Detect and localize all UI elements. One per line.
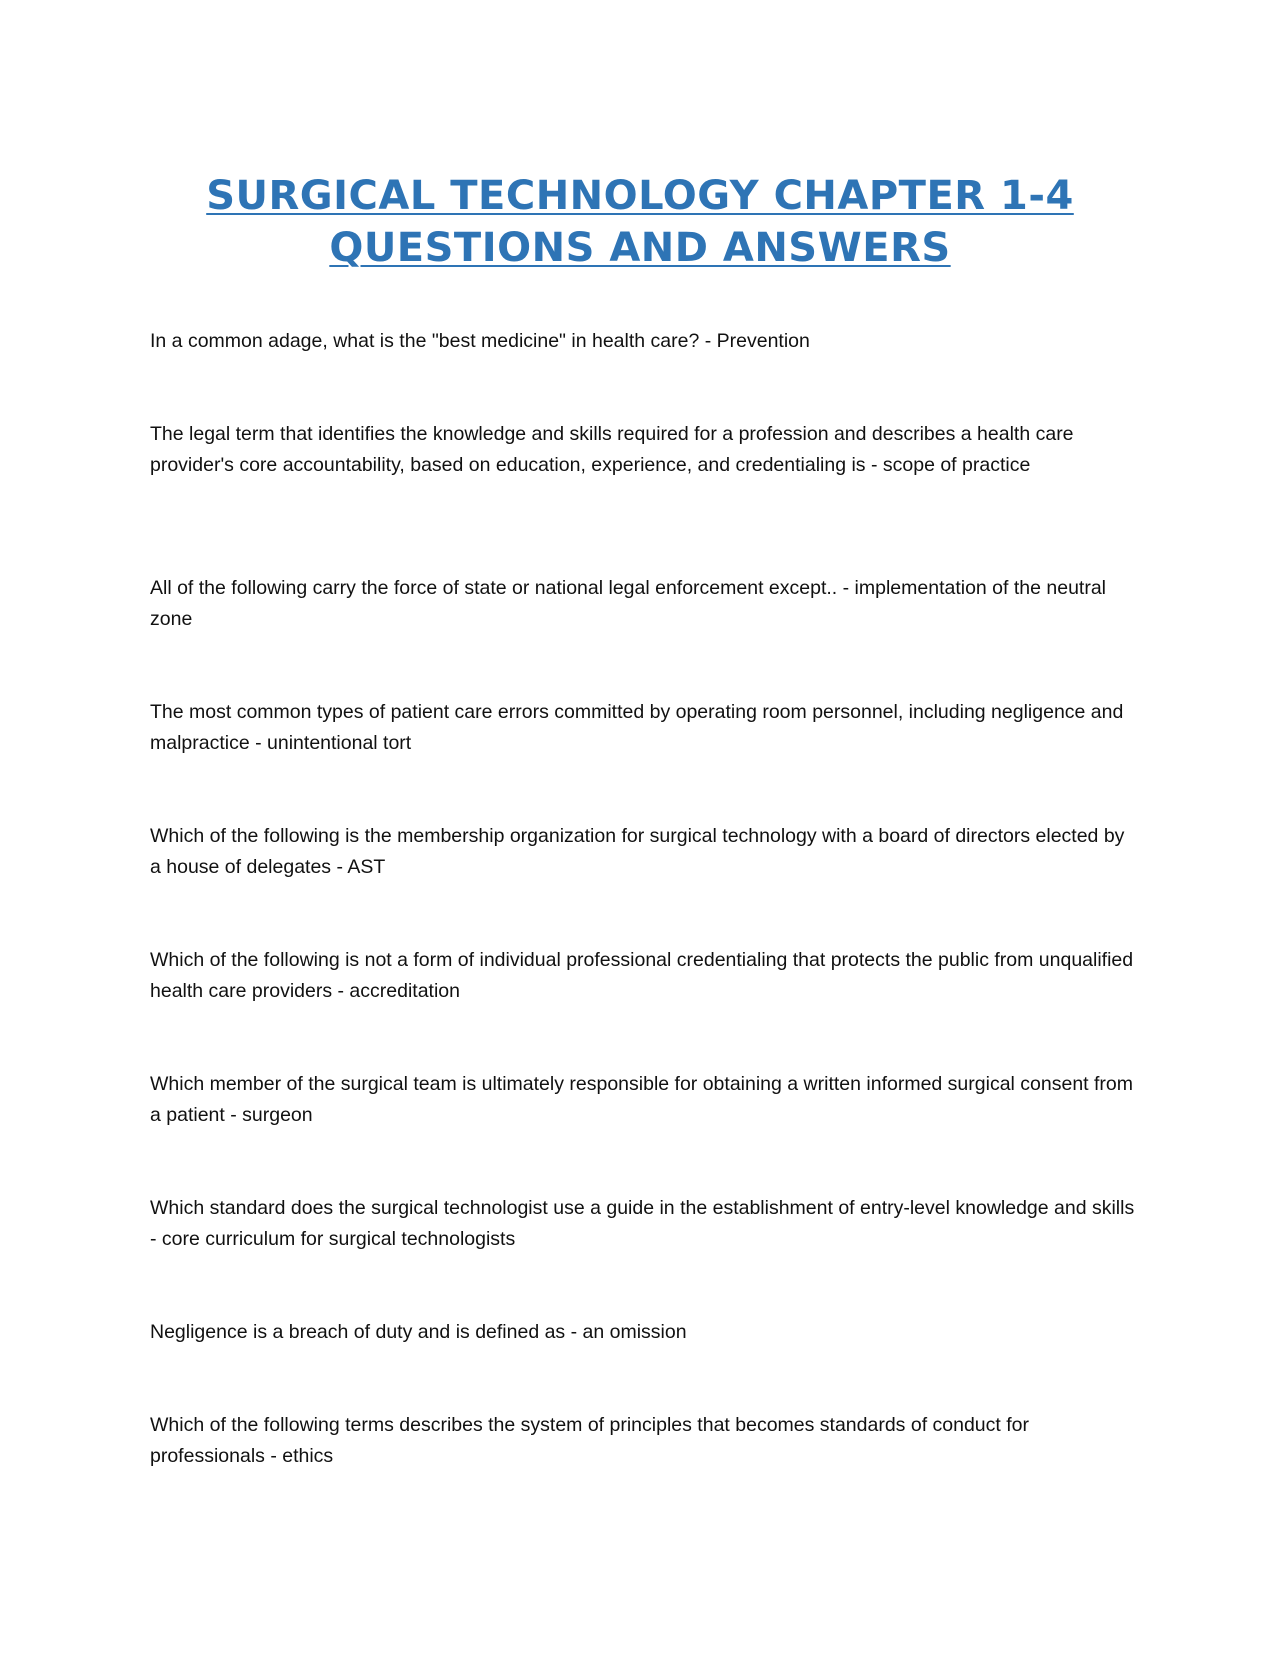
title-line-2: QUESTIONS AND ANSWERS — [329, 225, 951, 271]
title-line-1: SURGICAL TECHNOLOGY CHAPTER 1-4 — [206, 173, 1074, 219]
document-title — [120, 170, 1160, 274]
qa-item-1: In a common adage, what is the "best medicine" in health care? - Prevention — [150, 330, 810, 352]
qa-item-5: Which of the following is the membership organization for surgical technology with a board of directors elected by a house of delegates - AST — [150, 825, 1125, 878]
qa-item-7: Which member of the surgical team is ultimately responsible for obtaining a written informed surgical consent from a patient - surgeon — [150, 1073, 1134, 1126]
qa-item-10: Which of the following terms describes the system of principles that becomes standards of conduct for professionals - ethics — [150, 1414, 1029, 1467]
qa-item-8: Which standard does the surgical technologist use a guide in the establishment of entry-level knowledge and skills - core curriculum for surgical technologists — [150, 1197, 1135, 1250]
qa-item-2: The legal term that identifies the knowledge and skills required for a profession and describes a health care provider's core accountability, based on education, experience, and credentialing is - scope of practice — [150, 423, 1074, 476]
qa-item-6: Which of the following is not a form of individual professional credentialing that protects the public from unqualified health care providers - accreditation — [150, 949, 1134, 1002]
qa-item-3: All of the following carry the force of state or national legal enforcement except.. - implementation of the neutral zone — [150, 577, 1107, 630]
qa-item-4: The most common types of patient care errors committed by operating room personnel, including negligence and malpractice - unintentional tort — [150, 701, 1124, 754]
qa-item-9: Negligence is a breach of duty and is defined as - an omission — [150, 1321, 687, 1343]
